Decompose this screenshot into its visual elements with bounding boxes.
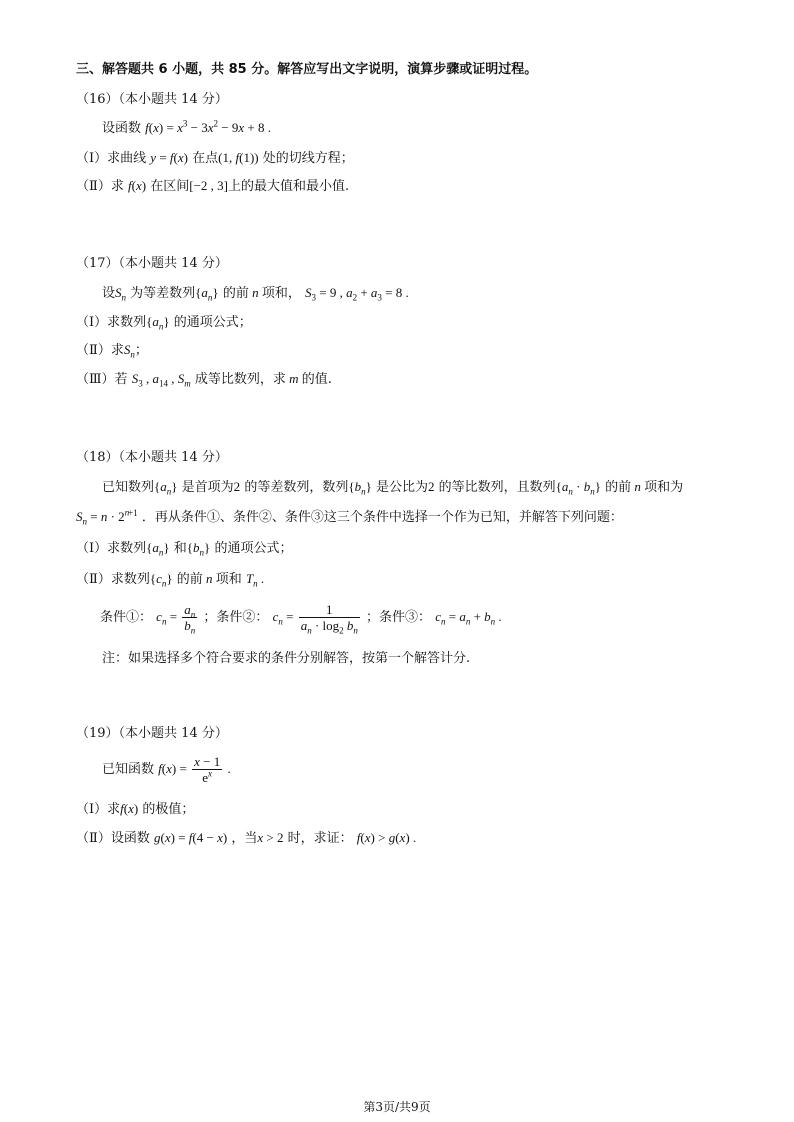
q19-header: （19）（本小题共 14 分） [76,726,228,741]
q17-part2: （Ⅱ）求$S_n$； [76,342,148,360]
q18-conditions: 条件①： $c_n$ = $\frac{a_n}{b_n}$ ；条件②： $c_n$ = $\frac{1}{a_n \cdot \log_2 b_n}$ ；条件③： $c_n = a_n + b_n$ . [100,602,502,636]
q18-part1: （Ⅰ）求数列$\{a_n\}$ 和$\{b_n\}$ 的通项公式； [76,540,293,558]
q19-part1: （Ⅰ）求f(x) 的极值； [76,801,195,817]
q19-part2: （Ⅱ）设函数 g(x) = f(4 − x) ，当x > 2 时，求证： f(x) > g(x) . [76,830,417,846]
q18-part2: （Ⅱ）求数列$\{c_n\}$ 的前 n 项和 $T_n$ . [76,571,265,589]
q16-part1: （Ⅰ）求曲线 y = f(x) 在点(1, f(1)) 处的切线方程； [76,150,354,166]
page-footer: 第3页/共9页 [363,1100,431,1114]
q16-part2: （Ⅱ）求 f(x) 在区间[−2 , 3]上的最大值和最小值. [76,178,350,194]
q17-header: （17）（本小题共 14 分） [76,256,228,271]
q17-part1: （Ⅰ）求数列$\{a_n\}$ 的通项公式； [76,314,252,332]
q18-stem: 已知数列$\{a_n\}$ 是首项为2 的等差数列，数列$\{b_n\}$ 是公比为2 的等比数列，且数列$\{a_n \cdot b_n\}$ 的前 n 项和为 [102,479,684,497]
q17-part3: （Ⅲ）若 $S_3$ , $a_{14}$ , $S_m$ 成等比数列，求 m 的值. [76,371,332,389]
q19-stem: 已知函数 f(x) = $\frac{x - 1}{e^x}$ . [102,754,231,785]
section-header: 三、解答题共 6 小题，共 85 分。解答应写出文字说明，演算步骤或证明过程。 [76,62,538,77]
q16-stem: 设函数 $f(x) = x^3 - 3x^2 - 9x + 8$ . [102,118,271,136]
q18-stem-2: $S_n = n \cdot 2^{n+1}$ ．再从条件①、条件②、条件③这三个条件中选择一个作为已知，并解答下列问题： [76,507,623,527]
q16-header: （16）（本小题共 14 分） [76,92,228,107]
q17-stem: 设$S_n$ 为等差数列$\{a_n\}$ 的前 n 项和， $S_3 = 9$ , $a_2 + a_3 = 8$ . [102,285,409,303]
q18-header: （18）（本小题共 14 分） [76,450,228,465]
q18-note: 注：如果选择多个符合要求的条件分别解答，按第一个解答计分. [102,651,471,666]
